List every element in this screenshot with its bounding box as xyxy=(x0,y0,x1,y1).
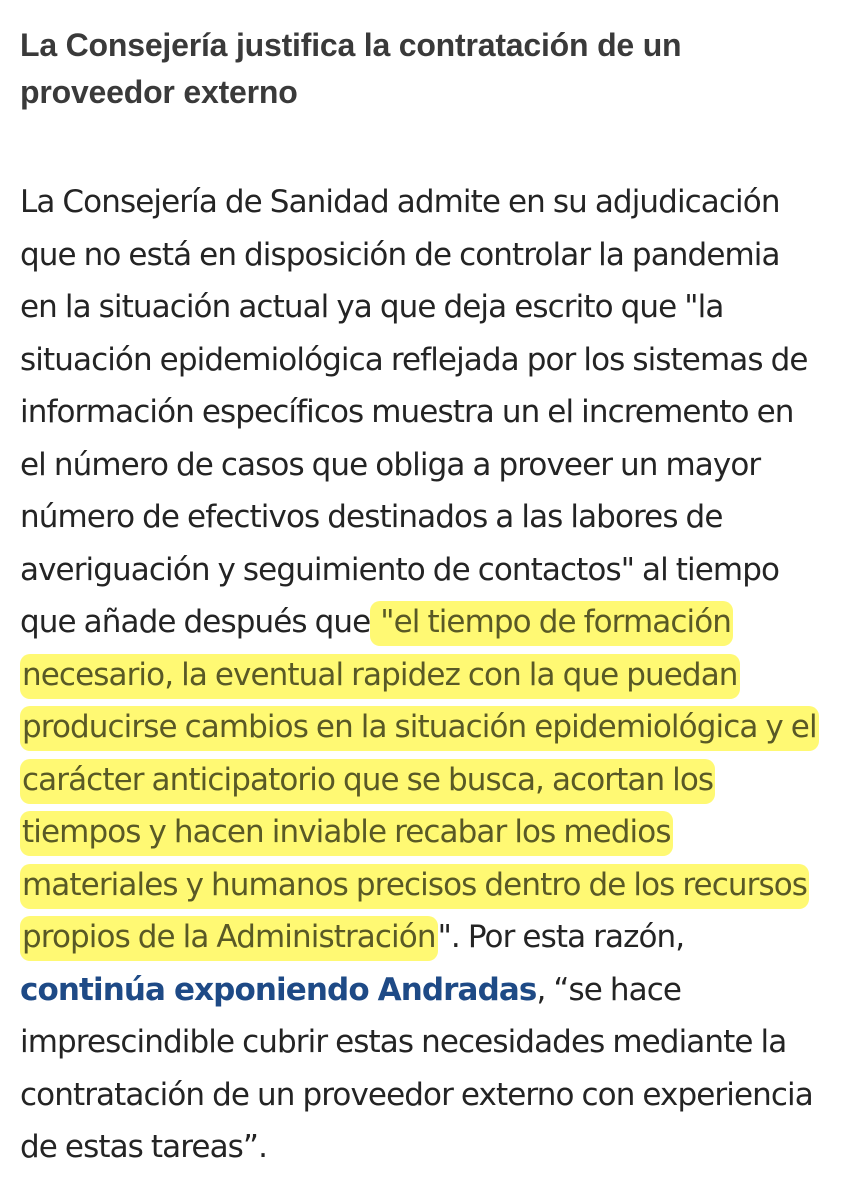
paragraph-after-quote-text: ". Por esta razón, xyxy=(437,919,685,955)
paragraph-intro-text: La Consejería de Sanidad admite en su adjudicación que no está en disposición de controlar la pandemia en la situación actual ya que deja escrito que "la situación epidemiológica reflejada por los sistemas de información específicos muestra un el incremento en el número de casos que obliga a proveer un mayor número de efectivos destinados a las labores de averiguación y seguimiento de contactos" al tiempo que añade después que xyxy=(20,184,808,640)
article-subheadline: La Consejería justifica la contratación de un proveedor externo xyxy=(20,27,682,110)
author-link[interactable]: continúa exponiendo Andradas xyxy=(20,971,537,1008)
highlighted-quote: "el tiempo de formación necesario, la eventual rapidez con la que puedan producirse cambios en la situación epidemiológica y el carácter anticipatorio que se busca, acortan los tiempos y hacen inviable recabar los medios materiales y humanos precisos dentro de los recursos propios de la Administración xyxy=(20,601,819,961)
paragraph-closing-text: , “se hace imprescindible cubrir estas necesidades mediante la contratación de un proveedor externo con experiencia de estas tareas”. xyxy=(20,971,813,1165)
article-paragraph xyxy=(20,176,820,1174)
article xyxy=(20,22,820,1174)
